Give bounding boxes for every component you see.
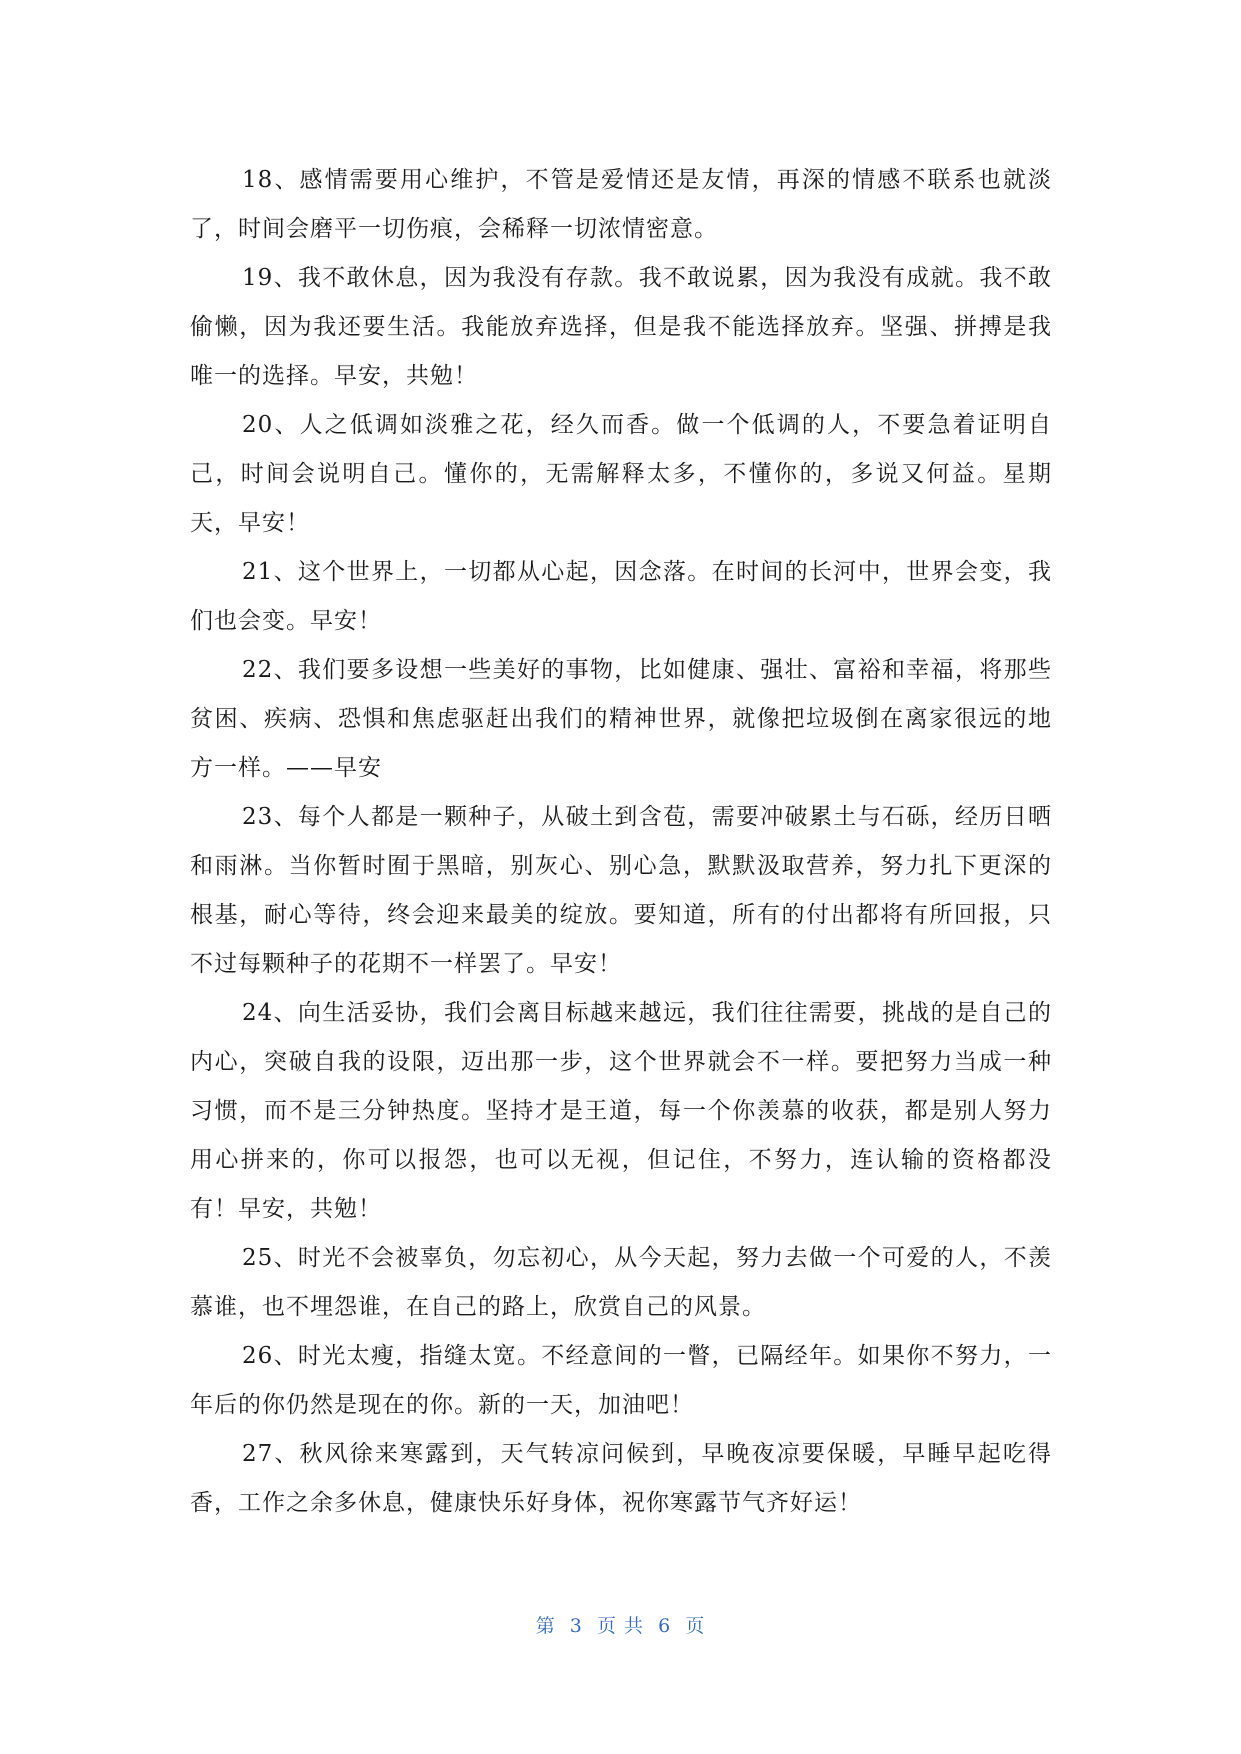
paragraph-24: 24、向生活妥协，我们会离目标越来越远，我们往往需要，挑战的是自己的内心，突破自我的设限，迈出那一步，这个世界就会不一样。要把努力当成一种习惯，而不是三分钟热度。坚持才是王道，每一个你羡慕的收获，都是别人努力用心拼来的，你可以报怨，也可以无视，但记住，不努力，连认输的资格都没有！早安，共勉！ [190, 1000, 1052, 1222]
paragraph-18: 18、感情需要用心维护，不管是爱情还是友情，再深的情感不联系也就淡了，时间会磨平一切伤痕，会稀释一切浓情密意。 [190, 167, 1052, 242]
paragraph-23: 23、每个人都是一颗种子，从破土到含苞，需要冲破累土与石砾，经历日晒和雨淋。当你暂时囿于黑暗，别灰心、别心急，默默汲取营养，努力扎下更深的根基，耐心等待，终会迎来最美的绽放。要知道，所有的付出都将有所回报，只不过每颗种子的花期不一样罢了。早安！ [190, 804, 1052, 977]
paragraph-20: 20、人之低调如淡雅之花，经久而香。做一个低调的人，不要急着证明自己，时间会说明自己。懂你的，无需解释太多，不懂你的，多说又何益。星期天，早安！ [190, 412, 1052, 536]
document-body [190, 156, 1052, 1528]
paragraph-19: 19、我不敢休息，因为我没有存款。我不敢说累，因为我没有成就。我不敢偷懒，因为我还要生活。我能放弃选择，但是我不能选择放弃。坚强、拼搏是我唯一的选择。早安，共勉！ [190, 265, 1052, 389]
page-number-footer: 第 3 页 共 6 页 [535, 1615, 706, 1637]
paragraph-25: 25、时光不会被辜负，勿忘初心，从今天起，努力去做一个可爱的人，不羡慕谁，也不埋怨谁，在自己的路上，欣赏自己的风景。 [190, 1245, 1052, 1320]
paragraph-26: 26、时光太瘦，指缝太宽。不经意间的一瞥，已隔经年。如果你不努力，一年后的你仍然是现在的你。新的一天，加油吧！ [190, 1343, 1052, 1418]
paragraph-21: 21、这个世界上，一切都从心起，因念落。在时间的长河中，世界会变，我们也会变。早安！ [190, 559, 1052, 634]
paragraph-22: 22、我们要多设想一些美好的事物，比如健康、强壮、富裕和幸福，将那些贫困、疾病、恐惧和焦虑驱赶出我们的精神世界，就像把垃圾倒在离家很远的地方一样。——早安 [190, 657, 1052, 781]
paragraph-27: 27、秋风徐来寒露到，天气转凉问候到，早晚夜凉要保暖，早睡早起吃得香，工作之余多休息，健康快乐好身体，祝你寒露节气齐好运！ [190, 1441, 1052, 1516]
